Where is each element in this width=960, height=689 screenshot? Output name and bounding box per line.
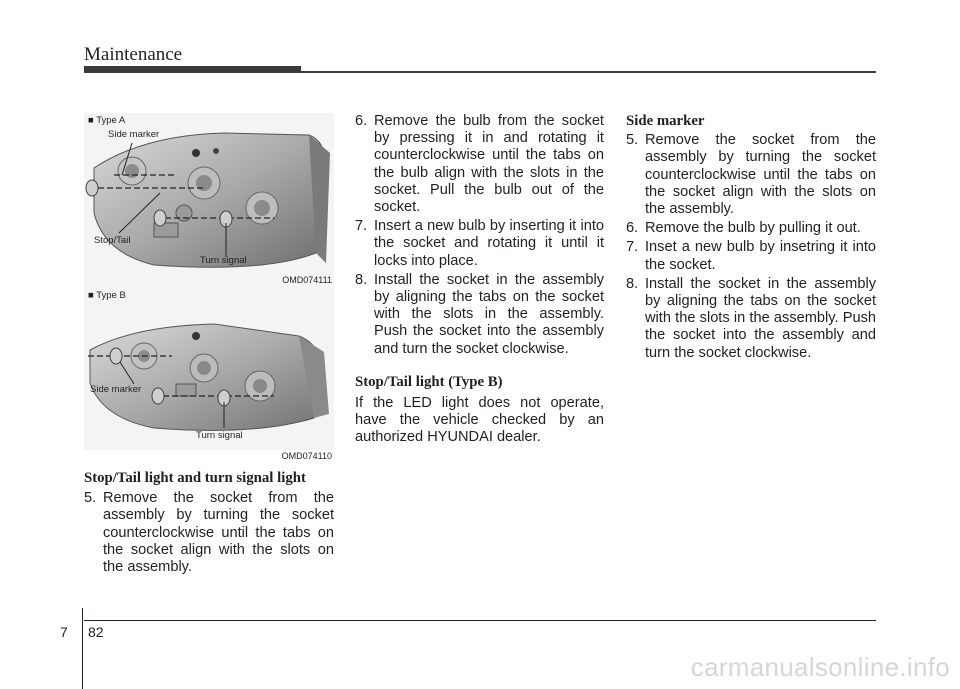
col2-step: [355, 218, 604, 270]
col1-step: [84, 490, 334, 576]
step-number: 5.: [84, 490, 97, 507]
col2-step: [355, 272, 604, 358]
footer-vertical-rule: [82, 608, 83, 689]
figure-b-side-marker-label: Side marker: [90, 384, 142, 395]
figure-b-code: OMD074110: [281, 451, 332, 461]
figure-a-stop-tail-label: Stop/Tail: [94, 235, 131, 246]
figure-a-type-label: ■ Type A: [88, 115, 126, 126]
step-text: Install the socket in the assembly by aligning the tabs on the socket with the slots in the assembly. Push the socket into the assembly and turn the socket clockwise.: [645, 275, 876, 361]
step-text: Remove the bulb by pulling it out.: [645, 220, 861, 237]
col2-paragraph: If the LED light does not operate, have the vehicle checked by an authorized HYUNDAI dealer.: [355, 395, 604, 446]
step-number: 6.: [626, 220, 639, 237]
figure-a-code: OMD074111: [282, 275, 332, 285]
column-1: [84, 470, 334, 576]
col3-step: [626, 239, 876, 273]
chapter-number: 7: [60, 624, 68, 640]
figure-a-turn-signal-label: Turn signal: [200, 255, 247, 266]
figure-a-side-marker-label: Side marker: [108, 129, 160, 140]
header-bar-thin: [84, 71, 876, 73]
step-text: Remove the bulb from the socket by pressing it in and rotating it counterclockwise until the tabs on the bulb align with the slots in the socket. Pull the bulb out of the socket.: [374, 113, 604, 216]
figure-b-turn-signal-label: Turn signal: [196, 430, 243, 441]
page-number: 82: [88, 624, 104, 640]
watermark: carmanualsonline.info: [690, 652, 950, 682]
step-text: Inset a new bulb by insetring it into the socket.: [645, 239, 876, 273]
col3-step: [626, 276, 876, 362]
step-text: Install the socket in the assembly by aligning the tabs on the socket with the slots in the assembly. Push the socket into the assembly and turn the socket clockwise.: [374, 271, 604, 357]
column-3: [626, 113, 876, 362]
col2-heading: Stop/Tail light (Type B): [355, 373, 503, 390]
step-number: 8.: [355, 271, 368, 288]
step-number: 7.: [355, 218, 368, 235]
col2-step: [355, 113, 604, 216]
step-number: 6.: [355, 113, 368, 129]
column-2: [355, 113, 604, 447]
step-text: Remove the socket from the assembly by turning the socket counterclockwise until the tabs on the socket align with the slots on the assembly.: [645, 132, 876, 218]
figure-type-a: [84, 113, 334, 288]
col1-heading: Stop/Tail light and turn signal light: [84, 470, 306, 486]
footer-horizontal-rule: [84, 620, 876, 621]
col3-heading: Side marker: [626, 113, 705, 129]
step-number: 7.: [626, 239, 639, 256]
step-number: 8.: [626, 275, 639, 292]
step-text: Remove the socket from the assembly by turning the socket counterclockwise until the tabs on the socket align with the slots on the assembly.: [103, 490, 334, 576]
figure-type-b: [84, 288, 334, 464]
col3-step: [626, 220, 876, 237]
step-number: 5.: [626, 132, 639, 149]
header-title: Maintenance: [84, 44, 183, 65]
col3-step: [626, 132, 876, 218]
step-text: Insert a new bulb by inserting it into the socket and rotating it until it locks into place.: [374, 218, 604, 269]
figure-b-type-label: ■ Type B: [88, 290, 126, 301]
